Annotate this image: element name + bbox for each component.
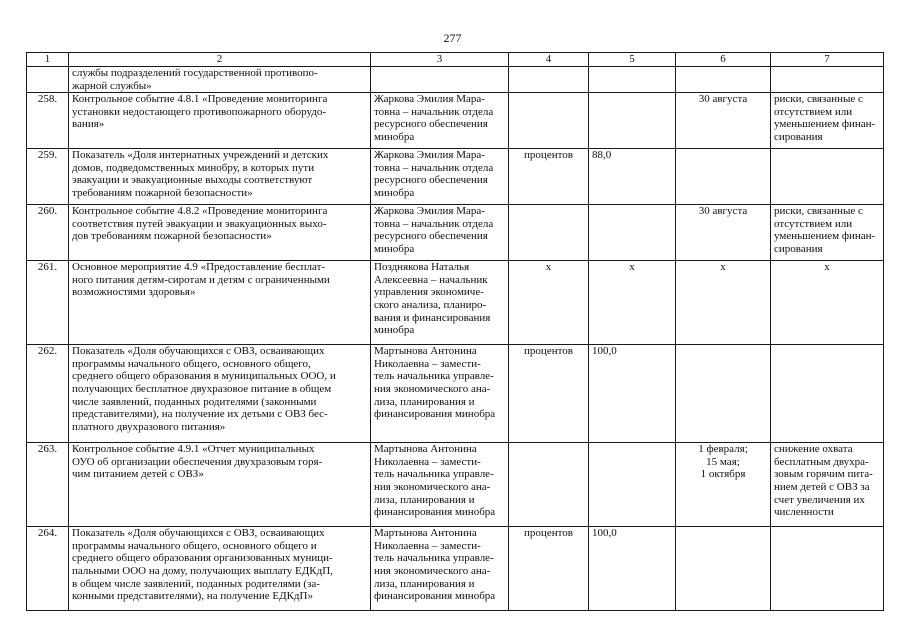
table-row	[27, 149, 884, 205]
responsible-cell: Мартынова Антонина Николаевна – замести- тель начальника управле- ния экономического ана- лиза, планирования и финансирования минобра	[371, 443, 509, 527]
unit-cell	[509, 205, 589, 261]
page-number: 277	[443, 31, 462, 45]
row-number-cell: 263.	[27, 443, 69, 527]
plan-table	[26, 52, 884, 611]
unit-cell	[509, 67, 589, 93]
column-header: 4	[509, 53, 589, 67]
date-cell: х	[676, 261, 771, 345]
event-name-cell: Показатель «Доля обучающихся с ОВЗ, осваивающих программы начального общего, основного общего и среднего общего образования организованных муници- пальными ООО на дому, получающих выплату ЕДКдП, в общем числе заявлений, поданных родителями (за- конными представителями), на получение ЕДКдП»	[69, 527, 371, 611]
unit-cell: процентов	[509, 527, 589, 611]
event-name-cell: Контрольное событие 4.9.1 «Отчет муниципальных ОУО об организации обеспечения двухразовым горя- чим питанием детей с ОВЗ»	[69, 443, 371, 527]
event-name-cell: Показатель «Доля обучающихся с ОВЗ, осваивающих программы начального общего, основного общего, среднего общего образования в муниципальных ООО, и получающих бесплатное двухразовое питание в общем числе заявлений, поданных родителями (законными представителями), на получение их детьми с ОВЗ бес- платного двухразового питания»	[69, 345, 371, 443]
responsible-cell: Мартынова Антонина Николаевна – замести- тель начальника управле- ния экономического ана- лиза, планирования и финансирования минобра	[371, 527, 509, 611]
column-header: 1	[27, 53, 69, 67]
row-number-cell: 260.	[27, 205, 69, 261]
risk-cell: риски, связанные с отсутствием или уменьшением финан- сирования	[771, 205, 884, 261]
event-name-cell: Контрольное событие 4.8.2 «Проведение мониторинга соответствия путей эвакуации и эвакуационных выхо- дов требованиям пожарной безопасности»	[69, 205, 371, 261]
unit-cell: процентов	[509, 149, 589, 205]
risk-cell	[771, 67, 884, 93]
date-cell	[676, 149, 771, 205]
date-cell: 30 августа	[676, 205, 771, 261]
row-number-cell: 262.	[27, 345, 69, 443]
unit-cell: процентов	[509, 345, 589, 443]
table-row	[27, 443, 884, 527]
responsible-cell	[371, 67, 509, 93]
unit-cell	[509, 93, 589, 149]
table-row	[27, 67, 884, 93]
table-row	[27, 527, 884, 611]
risk-cell: х	[771, 261, 884, 345]
responsible-cell: Жаркова Эмилия Мара- товна – начальник отдела ресурсного обеспечения минобра	[371, 93, 509, 149]
value-cell	[589, 93, 676, 149]
value-cell	[589, 205, 676, 261]
risk-cell	[771, 345, 884, 443]
value-cell: 88,0	[589, 149, 676, 205]
risk-cell: риски, связанные с отсутствием или уменьшением финан- сирования	[771, 93, 884, 149]
row-number-cell: 261.	[27, 261, 69, 345]
risk-cell	[771, 527, 884, 611]
risk-cell: снижение охвата бесплатным двухра- зовым горячим пита- нием детей с ОВЗ за счет увеличения их численности	[771, 443, 884, 527]
value-cell: х	[589, 261, 676, 345]
date-cell: 1 февраля; 15 мая; 1 октября	[676, 443, 771, 527]
table-row	[27, 345, 884, 443]
risk-cell	[771, 149, 884, 205]
table-row	[27, 93, 884, 149]
unit-cell: х	[509, 261, 589, 345]
value-cell: 100,0	[589, 345, 676, 443]
row-number-cell	[27, 67, 69, 93]
date-cell	[676, 527, 771, 611]
responsible-cell: Жаркова Эмилия Мара- товна – начальник отдела ресурсного обеспечения минобра	[371, 205, 509, 261]
column-header: 7	[771, 53, 884, 67]
column-header: 6	[676, 53, 771, 67]
responsible-cell: Позднякова Наталья Алексеевна – начальник управления экономиче- ского анализа, планиро- вания и финансирования минобра	[371, 261, 509, 345]
unit-cell	[509, 443, 589, 527]
event-name-cell: службы подразделений государственной противопо- жарной службы»	[69, 67, 371, 93]
event-name-cell: Показатель «Доля интернатных учреждений и детских домов, подведомственных минобру, в которых пути эвакуации и эвакуационные выходы соответствуют требованиям пожарной безопасности»	[69, 149, 371, 205]
table-row	[27, 205, 884, 261]
row-number-cell: 258.	[27, 93, 69, 149]
date-cell	[676, 345, 771, 443]
responsible-cell: Жаркова Эмилия Мара- товна – начальник отдела ресурсного обеспечения минобра	[371, 149, 509, 205]
column-number-row	[27, 53, 884, 67]
date-cell	[676, 67, 771, 93]
responsible-cell: Мартынова Антонина Николаевна – замести- тель начальника управле- ния экономического ана- лиза, планирования и финансирования минобра	[371, 345, 509, 443]
column-header: 3	[371, 53, 509, 67]
value-cell	[589, 67, 676, 93]
event-name-cell: Контрольное событие 4.8.1 «Проведение мониторинга установки недостающего противопожарного оборудо- вания»	[69, 93, 371, 149]
column-header: 2	[69, 53, 371, 67]
column-header: 5	[589, 53, 676, 67]
value-cell: 100,0	[589, 527, 676, 611]
value-cell	[589, 443, 676, 527]
table-row	[27, 261, 884, 345]
date-cell: 30 августа	[676, 93, 771, 149]
row-number-cell: 264.	[27, 527, 69, 611]
event-name-cell: Основное мероприятие 4.9 «Предоставление бесплат- ного питания детям-сиротам и детям с ограниченными возможностями здоровья»	[69, 261, 371, 345]
row-number-cell: 259.	[27, 149, 69, 205]
